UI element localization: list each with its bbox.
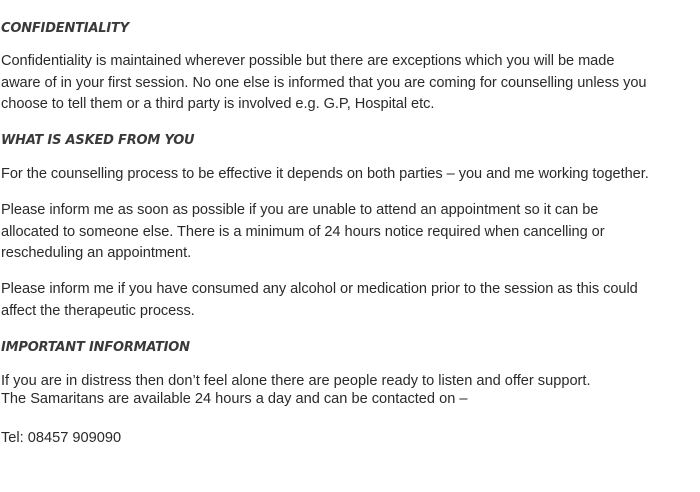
important-information-heading: IMPORTANT INFORMATION: [1, 340, 190, 355]
samaritans-availability-line: The Samaritans are available 24 hours a day and can be contacted on –: [1, 391, 468, 407]
alcohol-medication-paragraph: Please inform me if you have consumed any alcohol or medication prior to the session as this could affect the therapeutic process.: [1, 281, 638, 319]
confidentiality-heading: CONFIDENTIALITY: [1, 21, 129, 36]
distress-support-line: If you are in distress then don’t feel alone there are people ready to listen and offer support.: [1, 373, 591, 389]
effective-process-paragraph: For the counselling process to be effective it depends on both parties – you and me working together.: [1, 166, 649, 182]
what-is-asked-heading: WHAT IS ASKED FROM YOU: [1, 133, 195, 148]
samaritans-telephone: Tel: 08457 909090: [1, 430, 122, 446]
confidentiality-paragraph: Confidentiality is maintained wherever possible but there are exceptions which you will be made aware of in your first session. No one else is informed that you are coming for counselling unless you choose to tell them or a third party is involved e.g. G.P, Hospital etc.: [1, 53, 647, 113]
appointment-notice-paragraph: Please inform me as soon as possible if you are unable to attend an appointment so it can be allocated to someone else. There is a minimum of 24 hours notice required when cancelling or rescheduling an appointment.: [1, 202, 605, 262]
